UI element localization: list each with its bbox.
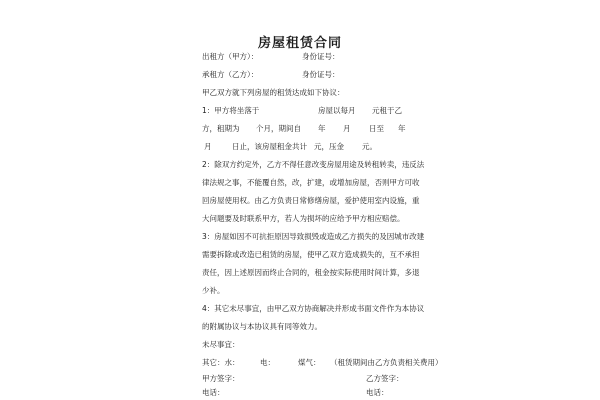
clause1-text: 元，压金 (314, 142, 344, 151)
clause1-text: 日至 (369, 124, 384, 133)
clause1-text: 月 (343, 124, 351, 133)
utilities-note: （租赁期间由乙方负责相关费用） (330, 358, 443, 367)
clause1-text: 年 (398, 124, 406, 133)
lessor-label: 出租方（甲方）： (202, 52, 259, 61)
party-a-signature-label: 甲方签字： (202, 374, 240, 383)
clause3-text: 3：房屋如因不可抗拒原因导致损毁或造成乙方损失的及因城市改建 (202, 232, 425, 241)
lessee-id-label: 身份证号： (302, 70, 340, 79)
water-label: 其它：水： (202, 358, 240, 367)
clause3-text: 少补。 (202, 286, 225, 295)
clause2-text: 回房屋使用权。由乙方负责日常修缮房屋，爱护使用室内设施，重 (202, 196, 420, 205)
party-b-signature-label: 乙方签字： (366, 374, 404, 383)
clause1-text: 元。 (362, 142, 377, 151)
clause1-text: 年 (318, 124, 326, 133)
clause1-text: 元租于乙 (372, 106, 402, 115)
clause3-text: 需要拆除或改造已租赁的房屋，使甲乙双方造成损失的，互不承担 (202, 250, 420, 259)
intro-text: 甲乙双方就下列房屋的租赁达成如下协议： (202, 88, 345, 97)
clause1-text: 日止，该房屋租金共计 (232, 142, 307, 151)
clause1-text: 房屋以每月 (318, 106, 356, 115)
party-a-phone-label: 电话： (202, 388, 225, 397)
lessee-label: 承租方（乙方）： (202, 70, 259, 79)
clause4-text: 4：其它未尽事宜，由甲乙双方协商解决并形成书面文件作为本协议 (202, 304, 425, 313)
electric-label: 电： (260, 358, 275, 367)
clause1-text: 方，租期为 (202, 124, 240, 133)
party-b-phone-label: 电话： (366, 388, 389, 397)
clause1-text: 1：甲方将坐落于 (202, 106, 260, 115)
lessor-id-label: 身份证号： (302, 52, 340, 61)
clause2-text: 律法规之事，不能覆自然，改，扩建，或增加房屋，否则甲方可收 (202, 178, 420, 187)
clause1-text: 个月，期间自 (256, 124, 301, 133)
clause1-text: 月 (204, 142, 212, 151)
clause2-text: 大问题要及时联系甲方，若人为损坏的应给予甲方相应赔偿。 (202, 214, 405, 223)
gas-label: 煤气： (298, 358, 321, 367)
clause4-text: 的附属协议与本协议具有同等效力。 (202, 322, 322, 331)
clause3-text: 责任，因上述原因而终止合同的，租金按实际使用时间计算，多退 (202, 268, 420, 277)
other-matters-label: 未尽事宜： (202, 340, 240, 349)
clause2-text: 2：除双方约定外，乙方不得任意改变房屋用途及转租转卖，违反法 (202, 160, 425, 169)
contract-title: 房屋租赁合同 (257, 36, 342, 51)
